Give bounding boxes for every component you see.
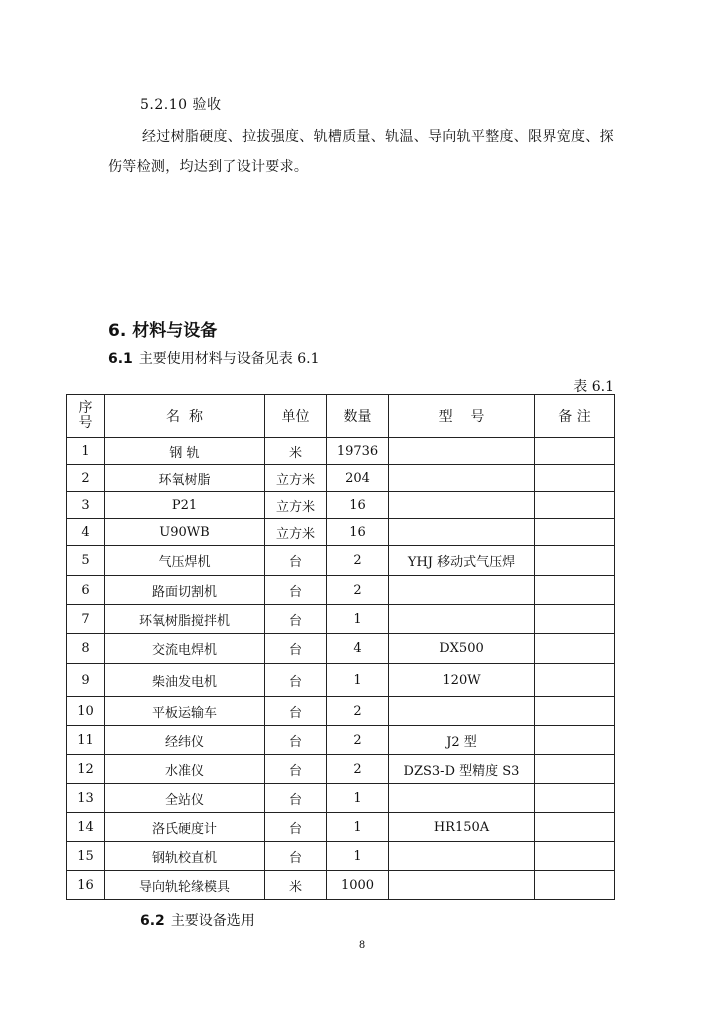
cell-model: 120W: [389, 664, 535, 697]
cell-remark: [535, 813, 615, 842]
cell-model: [389, 871, 535, 900]
cell-index: 7: [67, 605, 105, 634]
cell-quantity: 1: [327, 605, 389, 634]
cell-model: [389, 576, 535, 605]
cell-quantity: 1000: [327, 871, 389, 900]
cell-quantity: 19736: [327, 438, 389, 465]
cell-index: 9: [67, 664, 105, 697]
section-body-5-2-10: 经过树脂硬度、拉拔强度、轨槽质量、轨温、导向轨平整度、限界宽度、探伤等检测，均达到了设计要求。: [108, 129, 614, 175]
cell-remark: [535, 438, 615, 465]
cell-model: [389, 842, 535, 871]
cell-model: J2 型: [389, 726, 535, 755]
cell-index: 2: [67, 465, 105, 492]
table-row: [67, 465, 615, 492]
cell-remark: [535, 605, 615, 634]
header-unit: 单位: [265, 395, 327, 438]
cell-index: 15: [67, 842, 105, 871]
cell-unit: 立方米: [265, 519, 327, 546]
cell-index: 16: [67, 871, 105, 900]
cell-name: 钢轨校直机: [105, 842, 265, 871]
cell-quantity: 4: [327, 634, 389, 664]
subsection-text: 主要使用材料与设备见表 6.1: [138, 351, 320, 367]
cell-model: [389, 438, 535, 465]
cell-remark: [535, 697, 615, 726]
cell-index: 14: [67, 813, 105, 842]
cell-quantity: 1: [327, 842, 389, 871]
table-row: [67, 784, 615, 813]
cell-unit: 立方米: [265, 465, 327, 492]
cell-model: DZS3-D 型精度 S3: [389, 755, 535, 784]
cell-remark: [535, 546, 615, 576]
cell-index: 8: [67, 634, 105, 664]
cell-model: [389, 697, 535, 726]
cell-name: 环氧树脂: [105, 465, 265, 492]
table-row: [67, 492, 615, 519]
subsection-number: 6.2: [140, 913, 165, 929]
table-row: [67, 438, 615, 465]
cell-name: 全站仪: [105, 784, 265, 813]
cell-remark: [535, 465, 615, 492]
header-model: 型 号: [389, 395, 535, 438]
cell-quantity: 1: [327, 813, 389, 842]
cell-unit: 台: [265, 755, 327, 784]
cell-index: 1: [67, 438, 105, 465]
cell-index: 12: [67, 755, 105, 784]
subsection-6-1: [108, 348, 320, 368]
subsection-6-2: [140, 910, 255, 930]
table-row: [67, 842, 615, 871]
cell-name: 环氧树脂搅拌机: [105, 605, 265, 634]
cell-index: 10: [67, 697, 105, 726]
cell-unit: 台: [265, 634, 327, 664]
cell-index: 11: [67, 726, 105, 755]
section-heading-5-2-10: 5.2.10 验收: [140, 97, 222, 113]
cell-unit: 台: [265, 576, 327, 605]
cell-name: U90WB: [105, 519, 265, 546]
table-row: [67, 813, 615, 842]
cell-remark: [535, 871, 615, 900]
cell-name: 交流电焊机: [105, 634, 265, 664]
cell-model: YHJ 移动式气压焊: [389, 546, 535, 576]
cell-unit: 台: [265, 842, 327, 871]
cell-quantity: 1: [327, 664, 389, 697]
cell-name: 洛氏硬度计: [105, 813, 265, 842]
cell-name: 气压焊机: [105, 546, 265, 576]
cell-remark: [535, 519, 615, 546]
cell-remark: [535, 842, 615, 871]
cell-quantity: 204: [327, 465, 389, 492]
cell-model: [389, 605, 535, 634]
subsection-number: 6.1: [108, 351, 133, 367]
cell-unit: 台: [265, 784, 327, 813]
table-row: [67, 726, 615, 755]
table-header-row: [67, 395, 615, 438]
header-index: 序 号: [67, 395, 105, 438]
cell-quantity: 16: [327, 492, 389, 519]
cell-model: [389, 492, 535, 519]
cell-quantity: 16: [327, 519, 389, 546]
cell-quantity: 1: [327, 784, 389, 813]
header-quantity: 数量: [327, 395, 389, 438]
cell-remark: [535, 492, 615, 519]
header-name: 名 称: [105, 395, 265, 438]
cell-name: P21: [105, 492, 265, 519]
table-row: [67, 664, 615, 697]
cell-quantity: 2: [327, 726, 389, 755]
cell-unit: 台: [265, 697, 327, 726]
cell-model: [389, 784, 535, 813]
cell-index: 13: [67, 784, 105, 813]
table-row: [67, 697, 615, 726]
cell-unit: 立方米: [265, 492, 327, 519]
table-row: [67, 519, 615, 546]
cell-name: 路面切割机: [105, 576, 265, 605]
cell-unit: 台: [265, 605, 327, 634]
cell-name: 水准仪: [105, 755, 265, 784]
cell-model: HR150A: [389, 813, 535, 842]
subsection-text: 主要设备选用: [170, 913, 255, 929]
cell-quantity: 2: [327, 576, 389, 605]
cell-unit: 台: [265, 813, 327, 842]
chapter-title: 6. 材料与设备: [108, 321, 218, 341]
cell-index: 5: [67, 546, 105, 576]
cell-name: 经纬仪: [105, 726, 265, 755]
cell-quantity: 2: [327, 546, 389, 576]
cell-name: 钢 轨: [105, 438, 265, 465]
cell-remark: [535, 664, 615, 697]
cell-remark: [535, 784, 615, 813]
cell-name: 导向轨轮缘模具: [105, 871, 265, 900]
cell-index: 6: [67, 576, 105, 605]
table-caption: 表 6.1: [573, 379, 614, 395]
cell-remark: [535, 634, 615, 664]
cell-remark: [535, 755, 615, 784]
cell-index: 4: [67, 519, 105, 546]
cell-quantity: 2: [327, 697, 389, 726]
cell-index: 3: [67, 492, 105, 519]
cell-quantity: 2: [327, 755, 389, 784]
cell-model: [389, 465, 535, 492]
page-number: 8: [358, 940, 366, 951]
cell-model: DX500: [389, 634, 535, 664]
equipment-table: [66, 394, 615, 900]
table-row: [67, 546, 615, 576]
cell-unit: 台: [265, 546, 327, 576]
cell-name: 柴油发电机: [105, 664, 265, 697]
cell-unit: 台: [265, 664, 327, 697]
table-row: [67, 871, 615, 900]
cell-unit: 台: [265, 726, 327, 755]
cell-remark: [535, 576, 615, 605]
table-row: [67, 605, 615, 634]
table-row: [67, 576, 615, 605]
cell-remark: [535, 726, 615, 755]
table-row: [67, 755, 615, 784]
header-remark: 备 注: [535, 395, 615, 438]
table-row: [67, 634, 615, 664]
cell-unit: 米: [265, 871, 327, 900]
cell-model: [389, 519, 535, 546]
cell-name: 平板运输车: [105, 697, 265, 726]
cell-unit: 米: [265, 438, 327, 465]
